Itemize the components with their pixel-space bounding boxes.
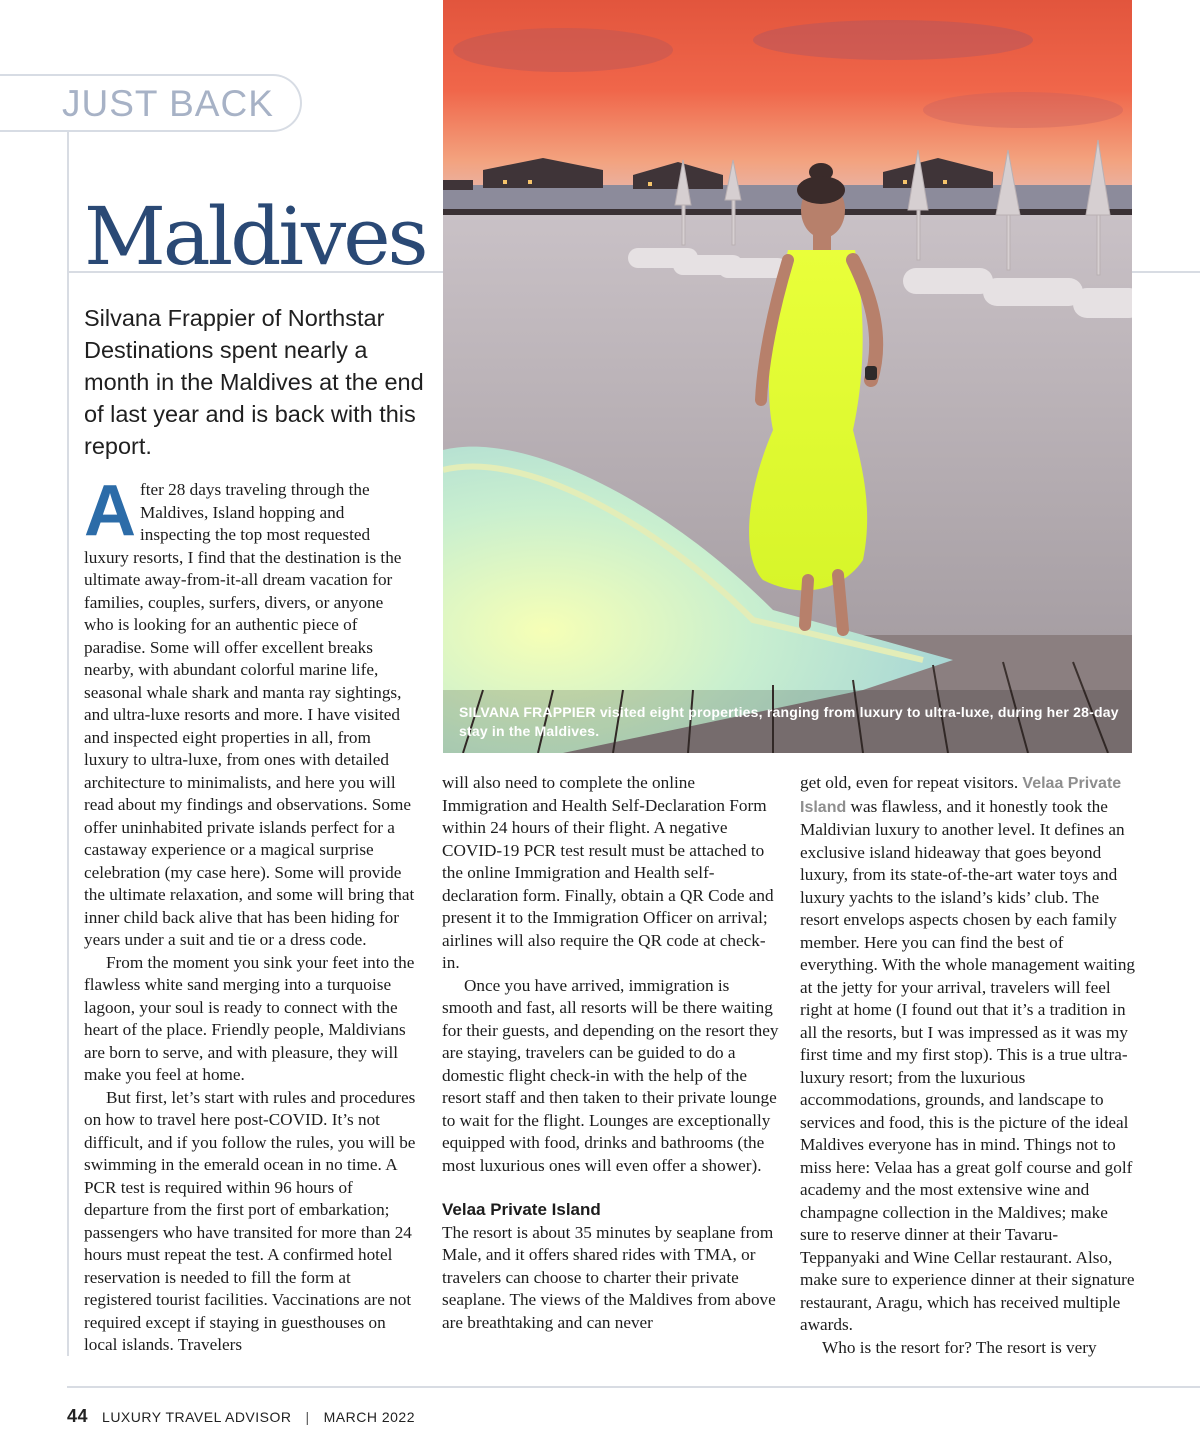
section-subhead: Velaa Private Island — [442, 1200, 601, 1219]
body-paragraph: The resort is about 35 minutes by seaplane from Male, and it offers shared rides with TMA, or travelers can choose to charter their private seaplane. The views of the Maldives from above are breathtaking and can never — [442, 1222, 776, 1332]
body-column-1 — [84, 471, 416, 1357]
paragraph-text: was flawless, and it honestly took the Maldivian luxury to another level. It defines an exclusive island hideaway that goes beyond luxury, from its state-of-the-art water toys and luxury yachts to the island’s kids’ club. The resort envelops aspects chosen by each family member. Here you can find the best of everything. With the whole management waiting at the jetty for your arrival, travelers will feel right at home (I found out that it’s a tradition in all the resorts, but I was impressed as it was my first time and my first stop). This is a true ultra-luxury resort; from the luxurious accommodations, grounds, and landscape to services and food, this is the picture of the ideal Maldives everyone has in mind. Things not to miss here: Velaa has a great golf course and golf academy and the most extensive wine and champagne collection in the Maldives; make sure to reserve dinner at their Tavaru-Teppanyaki and Wine Cellar restaurant. Also, make sure to experience dinner at their signature restaurant, Aragu, which has received multiple awards. — [800, 796, 1136, 1334]
body-paragraph: Who is the resort for? The resort is very — [822, 1337, 1097, 1357]
body-column-3 — [800, 772, 1136, 1359]
dropcap: A — [84, 471, 136, 551]
body-column-2 — [442, 772, 780, 1334]
photo-caption: SILVANA FRAPPIER visited eight properties, ranging from luxury to ultra-luxe, during her 28-day stay in the Maldives. — [459, 704, 1119, 739]
hero-photo — [443, 0, 1132, 753]
article-deck: Silvana Frappier of Northstar Destinations spent nearly a month in the Maldives at the end of last year and is back with this report. — [84, 305, 424, 459]
body-paragraph: From the moment you sink your feet into the flawless white sand merging into a turquoise lagoon, your soul is ready to connect with the heart of the place. Friendly people, Maldivians are born to serve, and with pleasure, they will make you feel at home. — [84, 952, 415, 1084]
page-number: 44 — [67, 1406, 89, 1426]
body-paragraph: But first, let’s start with rules and procedures on how to travel here post-COVID. It’s not difficult, and if you follow the rules, you will be swimming in the emerald ocean in no time. A PCR test is required within 96 hours of departure from the first port of embarkation; passengers who have transited for more than 24 hours must repeat the test. A confirmed hotel reservation is needed to fill the form at registered tourist facilities. Vaccinations are not required except if staying in guesthouses on local islands. Travelers — [84, 1087, 416, 1354]
article-headline: Maldives — [84, 190, 426, 283]
body-paragraph: Once you have arrived, immigration is smooth and fast, all resorts will be there waiting for their guests, and depending on the resort they are staying, travelers can be guided to do a domestic flight check-in with the help of the resort staff and then taken to their private lounge to wait for the flight. Lounges are exceptionally equipped with food, drinks and bathrooms (the most luxurious ones will even offer a shower). — [442, 975, 779, 1175]
frame-rule-bottom — [67, 1386, 1200, 1388]
page-footer — [67, 1406, 415, 1427]
paragraph-text: get old, even for repeat visitors. — [800, 773, 1019, 792]
section-label: JUST BACK — [62, 83, 274, 124]
publication-name: LUXURY TRAVEL ADVISOR — [102, 1409, 292, 1425]
body-paragraph — [84, 471, 416, 952]
frame-rule-right — [1132, 271, 1200, 273]
frame-rule-left — [67, 132, 69, 1356]
body-paragraph — [800, 772, 1136, 1337]
issue-date: MARCH 2022 — [323, 1409, 416, 1425]
paragraph-text: fter 28 days traveling through the Maldives, Island hopping and inspecting the top most requested luxury resorts, I find that the destination is the ultimate away-from-it-all dream vacation for families, couples, surfers, divers, or anyone who is looking for an authentic piece of paradise. Some will offer excellent breaks nearby, with abundant colorful marine life, seasonal whale shark and manta ray sightings, and ultra-luxe resorts and more. I have visited and inspected eight properties in all, from luxury to ultra-luxe, from ones with detailed architecture to minimalists, and here you will read about my findings and observations. Some offer uninhabited private islands perfect for a castaway experience or a magical surprise celebration (my case here). Some will provide the ultimate relaxation, and some will bring that inner child back alive that has been hiding for years under a suit and tie or a dress code. — [84, 480, 415, 949]
body-paragraph: will also need to complete the online Immigration and Health Self-Declaration Form within 24 hours of their flight. A negative COVID-19 PCR test result must be attached to the online Immigration and Health self-declaration form. Finally, obtain a QR Code and present it to the Immigration Officer on arrival; airlines will also require the QR code at check-in. — [442, 773, 774, 972]
resort-name-highlight: Velaa Private Island — [800, 775, 1122, 816]
footer-separator: | — [305, 1409, 310, 1425]
